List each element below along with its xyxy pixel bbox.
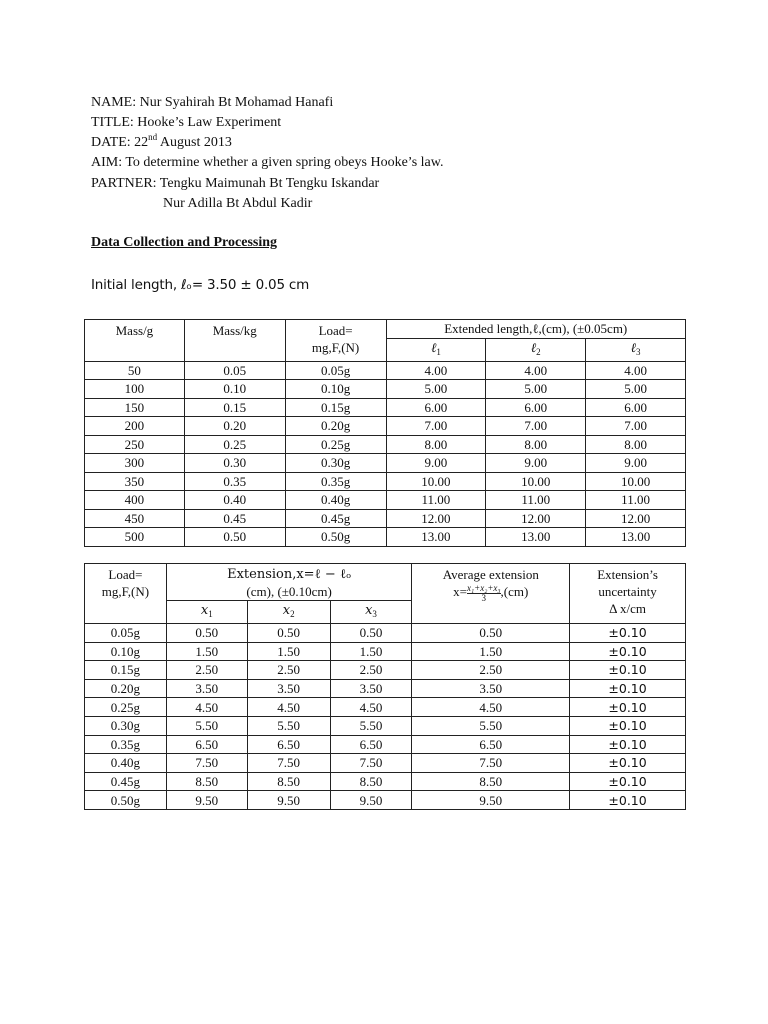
cell: 0.05 [184, 361, 285, 380]
cell: 11.00 [386, 491, 486, 510]
cell: 0.20 [184, 417, 285, 436]
cell: 0.50 [247, 624, 330, 643]
cell: 13.00 [386, 528, 486, 547]
cell: 350 [85, 472, 185, 491]
cell: 3.50 [412, 679, 570, 698]
cell: 7.50 [166, 754, 247, 773]
x2-symbol: x [282, 603, 291, 618]
cell: 0.15g [85, 661, 167, 680]
date-line [91, 133, 232, 153]
cell: 0.30g [285, 454, 386, 473]
initial-length: Initial length, ℓₒ= 3.50 ± 0.05 cm [91, 277, 310, 293]
table-row [85, 361, 686, 380]
header-extension-line-2: (cm), (±0.10cm) [246, 584, 332, 599]
cell: 9.00 [586, 454, 686, 473]
cell: 0.50g [285, 528, 386, 547]
cell: 0.45g [85, 772, 167, 791]
cell: ±0.10 [570, 624, 686, 643]
cell: 3.50 [247, 679, 330, 698]
cell: 0.45 [184, 509, 285, 528]
table-row [85, 380, 686, 399]
header-mass-g: Mass/g [85, 320, 185, 362]
table-row [85, 791, 686, 810]
l1-subscript: 1 [436, 346, 441, 357]
header-load-line-2: mg,F,(N) [311, 340, 360, 355]
date-prefix: DATE: 22 [91, 135, 149, 150]
table-row [85, 754, 686, 773]
header-load-line-1: Load= [108, 567, 143, 582]
header-load [85, 564, 167, 624]
table-row [85, 735, 686, 754]
cell: 3.50 [166, 679, 247, 698]
cell: 8.00 [586, 435, 686, 454]
cell: 7.50 [330, 754, 412, 773]
cell: 9.50 [412, 791, 570, 810]
header-load [285, 320, 386, 362]
cell: 8.00 [486, 435, 586, 454]
cell: 0.30g [85, 716, 167, 735]
cell: 6.00 [386, 398, 486, 417]
cell: 4.00 [386, 361, 486, 380]
cell: 200 [85, 417, 185, 436]
header-average-extension [412, 564, 570, 624]
cell: 8.50 [247, 772, 330, 791]
x1-symbol: x [200, 603, 209, 618]
cell: 6.00 [486, 398, 586, 417]
cell: 1.50 [412, 642, 570, 661]
cell: 10.00 [486, 472, 586, 491]
cell: 0.15 [184, 398, 285, 417]
avg-denominator: 3 [481, 592, 487, 603]
cell: 7.00 [386, 417, 486, 436]
table-row [85, 472, 686, 491]
header-x2 [247, 601, 330, 624]
extended-length-table [84, 319, 686, 547]
partner-line: PARTNER: Tengku Maimunah Bt Tengku Iskandar [91, 176, 380, 191]
cell: ±0.10 [570, 772, 686, 791]
cell: 250 [85, 435, 185, 454]
cell: 0.10 [184, 380, 285, 399]
cell: 0.15g [285, 398, 386, 417]
cell: 5.00 [586, 380, 686, 399]
header-extension-line-1: Extension,x=ℓ − ℓₒ [227, 567, 352, 582]
title-line: TITLE: Hooke’s Law Experiment [91, 115, 282, 130]
cell: 8.50 [166, 772, 247, 791]
extension-table [84, 563, 686, 810]
cell: 3.50 [330, 679, 412, 698]
l2-subscript: 2 [536, 346, 541, 357]
cell: 9.00 [386, 454, 486, 473]
cell: 50 [85, 361, 185, 380]
cell: 13.00 [486, 528, 586, 547]
cell: 150 [85, 398, 185, 417]
date-suffix: August 2013 [157, 135, 232, 150]
table-row [85, 642, 686, 661]
cell: 11.00 [486, 491, 586, 510]
cell: 4.50 [247, 698, 330, 717]
cell: 9.50 [330, 791, 412, 810]
cell: 0.45g [285, 509, 386, 528]
cell: 8.00 [386, 435, 486, 454]
header-x3 [330, 601, 412, 624]
cell: 6.00 [586, 398, 686, 417]
cell: 1.50 [166, 642, 247, 661]
cell: 1.50 [330, 642, 412, 661]
cell: 0.10g [85, 642, 167, 661]
cell: 7.00 [586, 417, 686, 436]
name-line: NAME: Nur Syahirah Bt Mohamad Hanafi [91, 95, 334, 110]
header-load-line-2: mg,F,(N) [101, 584, 150, 599]
cell: 9.50 [247, 791, 330, 810]
cell: 0.50 [412, 624, 570, 643]
header-extended-length: Extended length,ℓ,(cm), (±0.05cm) [386, 320, 686, 339]
cell: 5.00 [486, 380, 586, 399]
cell: 12.00 [486, 509, 586, 528]
cell: 8.50 [412, 772, 570, 791]
l2-symbol: ℓ [530, 340, 537, 356]
header-uncertainty-line-1: Extension’s [597, 567, 658, 582]
cell: 10.00 [386, 472, 486, 491]
cell: 0.50 [184, 528, 285, 547]
cell: 10.00 [586, 472, 686, 491]
header-l3 [586, 338, 686, 361]
cell: 6.50 [247, 735, 330, 754]
cell: ±0.10 [570, 791, 686, 810]
cell: 0.50g [85, 791, 167, 810]
cell: 4.00 [486, 361, 586, 380]
cell: 4.50 [412, 698, 570, 717]
cell: 2.50 [166, 661, 247, 680]
table-row [85, 661, 686, 680]
cell: 12.00 [386, 509, 486, 528]
cell: 4.50 [166, 698, 247, 717]
cell: 6.50 [166, 735, 247, 754]
cell: 0.50 [166, 624, 247, 643]
cell: 0.25 [184, 435, 285, 454]
cell: 9.50 [166, 791, 247, 810]
section-title: Data Collection and Processing [91, 235, 278, 250]
cell: 0.40 [184, 491, 285, 510]
avg-suffix: ,(cm) [500, 584, 529, 599]
header-l2 [486, 338, 586, 361]
cell: 0.20g [85, 679, 167, 698]
cell: ±0.10 [570, 698, 686, 717]
table-row [85, 435, 686, 454]
table-row [85, 679, 686, 698]
header-uncertainty-line-2: uncertainty [598, 584, 657, 599]
cell: 2.50 [247, 661, 330, 680]
cell: 5.50 [412, 716, 570, 735]
table-row [85, 528, 686, 547]
cell: 0.40g [85, 754, 167, 773]
header-x1 [166, 601, 247, 624]
cell: ±0.10 [570, 661, 686, 680]
l3-symbol: ℓ [630, 340, 637, 356]
header-uncertainty-line-3: Δ x/cm [609, 601, 646, 616]
l1-symbol: ℓ [430, 340, 437, 356]
table-row [85, 624, 686, 643]
header-mass-kg: Mass/kg [184, 320, 285, 362]
cell: 0.25g [85, 698, 167, 717]
cell: 2.50 [412, 661, 570, 680]
cell: ±0.10 [570, 716, 686, 735]
x1-subscript: 1 [208, 609, 213, 619]
cell: 5.50 [247, 716, 330, 735]
cell: 12.00 [586, 509, 686, 528]
cell: 1.50 [247, 642, 330, 661]
header-uncertainty [570, 564, 686, 624]
cell: 11.00 [586, 491, 686, 510]
table-row [85, 716, 686, 735]
cell: 0.20g [285, 417, 386, 436]
header-load-line-1: Load= [318, 323, 353, 338]
header-average-line-1: Average extension [442, 567, 539, 582]
cell: ±0.10 [570, 679, 686, 698]
cell: 400 [85, 491, 185, 510]
table-row [85, 698, 686, 717]
cell: 7.50 [412, 754, 570, 773]
cell: 0.10g [285, 380, 386, 399]
cell: 0.35g [85, 735, 167, 754]
cell: 7.00 [486, 417, 586, 436]
table-row [85, 509, 686, 528]
cell: 4.50 [330, 698, 412, 717]
cell: 13.00 [586, 528, 686, 547]
l3-subscript: 3 [636, 346, 641, 357]
cell: 8.50 [330, 772, 412, 791]
cell: 100 [85, 380, 185, 399]
header-average-formula [412, 583, 569, 603]
header-l1 [386, 338, 486, 361]
cell: 0.35g [285, 472, 386, 491]
cell: 2.50 [330, 661, 412, 680]
avg-numerator: x₁+x₂+x₃ [467, 582, 501, 593]
cell: 500 [85, 528, 185, 547]
date-superscript: nd [148, 132, 158, 142]
cell: 6.50 [330, 735, 412, 754]
table-row [85, 417, 686, 436]
cell: ±0.10 [570, 735, 686, 754]
cell: 450 [85, 509, 185, 528]
table-row [85, 772, 686, 791]
cell: 5.00 [386, 380, 486, 399]
x2-subscript: 2 [290, 609, 295, 619]
cell: 0.40g [285, 491, 386, 510]
cell: 0.05g [85, 624, 167, 643]
partner-line-2: Nur Adilla Bt Abdul Kadir [163, 196, 313, 211]
cell: 300 [85, 454, 185, 473]
avg-prefix: x= [453, 584, 468, 599]
cell: 9.00 [486, 454, 586, 473]
table-row [85, 454, 686, 473]
aim-line: AIM: To determine whether a given spring obeys Hooke’s law. [91, 155, 444, 170]
cell: 0.35 [184, 472, 285, 491]
table-row [85, 491, 686, 510]
cell: 5.50 [330, 716, 412, 735]
cell: ±0.10 [570, 642, 686, 661]
cell: ±0.10 [570, 754, 686, 773]
cell: 5.50 [166, 716, 247, 735]
cell: 0.25g [285, 435, 386, 454]
x3-symbol: x [365, 603, 373, 618]
table-row [85, 398, 686, 417]
cell: 0.50 [330, 624, 412, 643]
cell: 7.50 [247, 754, 330, 773]
header-extension [166, 564, 412, 601]
cell: 6.50 [412, 735, 570, 754]
avg-fraction [467, 584, 501, 603]
cell: 4.00 [586, 361, 686, 380]
cell: 0.30 [184, 454, 285, 473]
x3-subscript: 3 [372, 609, 377, 619]
cell: 0.05g [285, 361, 386, 380]
